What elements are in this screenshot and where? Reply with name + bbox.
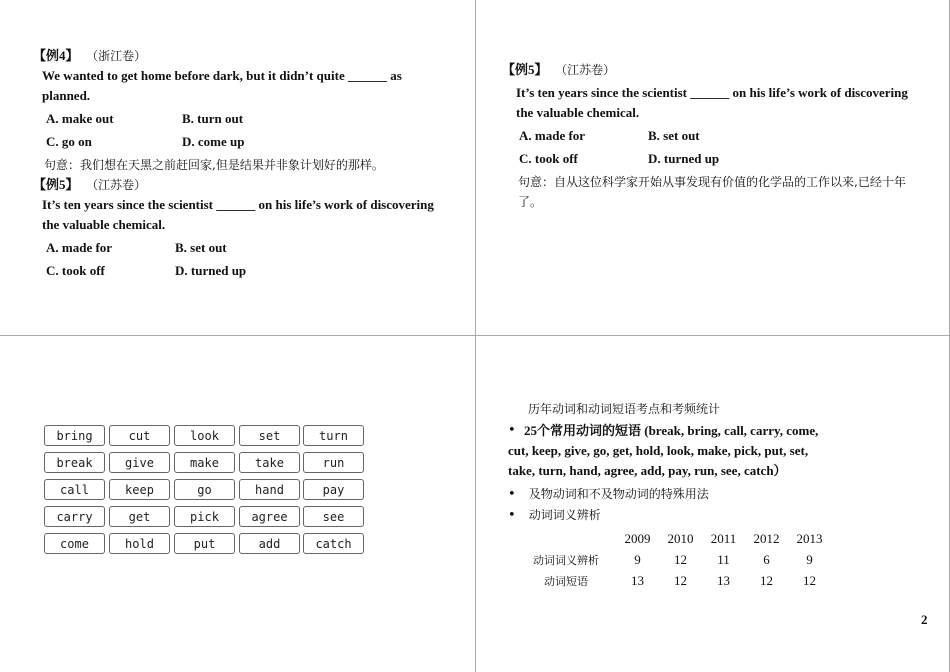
row-label: 动词短语 — [544, 574, 588, 588]
year-header: 2009 — [624, 530, 651, 546]
word-box: call — [44, 479, 105, 500]
table-row — [516, 570, 831, 591]
row-label: 动词词义辨析 — [533, 553, 599, 567]
word-box: take — [239, 452, 300, 473]
word-box: pay — [303, 479, 364, 500]
ex4-option-b: B. turn out — [182, 111, 244, 126]
slide-statistics — [476, 336, 950, 672]
year-header: 2010 — [667, 530, 694, 546]
bullet-3 — [508, 504, 601, 525]
ex5b-question: It’s ten years since the scientist ______ on his life’s work of discovering the valuable chemical. — [516, 85, 908, 120]
ex5-header — [33, 174, 146, 193]
stats-title: 历年动词和动词短语考点和考频统计 — [528, 402, 721, 416]
stats-table — [516, 528, 831, 591]
bullet-3-text: 动词词义辨析 — [528, 508, 601, 522]
ex5-question: It’s ten years since the scientist ______ on his life’s work of discovering the valuable chemical. — [42, 197, 434, 232]
ex5-label: 【例5】 — [33, 177, 79, 192]
word-box: make — [174, 452, 235, 473]
word-box: turn — [303, 425, 364, 446]
ex5-source: （江苏卷） — [86, 178, 147, 192]
ex5b-source: （江苏卷） — [555, 63, 616, 77]
year-header: 2012 — [753, 530, 780, 546]
ex5b-option-c: C. took off — [519, 151, 578, 166]
ex4-option-d: D. come up — [182, 134, 245, 149]
word-box: add — [239, 533, 300, 554]
ex4-option-c: C. go on — [46, 134, 92, 149]
table-cell: 12 — [674, 572, 687, 588]
word-box: go — [174, 479, 235, 500]
word-box: give — [109, 452, 170, 473]
word-box: pick — [174, 506, 235, 527]
bullet-dot: • — [508, 508, 516, 523]
ex5b-option-a: A. made for — [519, 128, 586, 143]
table-header-row — [516, 528, 831, 549]
page-number: 2 — [921, 612, 928, 627]
table-row — [516, 549, 831, 570]
slide-word-grid — [0, 336, 476, 672]
word-box: get — [109, 506, 170, 527]
bullet-1 — [508, 421, 838, 481]
word-box: keep — [109, 479, 170, 500]
word-box: catch — [303, 533, 364, 554]
bullet-1-text: 25个常用动词的短语 (break, bring, call, carry, come, cut, keep, give, go, get, hold, look, make, pick, put, set, take, turn, hand, agree, add, pay, run, see, catch） — [508, 423, 819, 478]
ex5-option-b: B. set out — [175, 240, 227, 255]
ex5-option-a: A. made for — [46, 240, 113, 255]
table-cell: 13 — [717, 572, 730, 588]
table-cell: 12 — [674, 551, 687, 567]
bullet-2-text: 及物动词和不及物动词的特殊用法 — [528, 487, 709, 501]
ex5-option-d: D. turned up — [175, 263, 247, 278]
word-box: see — [303, 506, 364, 527]
word-box: bring — [44, 425, 105, 446]
word-box: hand — [239, 479, 300, 500]
table-cell: 12 — [760, 572, 773, 588]
word-box: cut — [109, 425, 170, 446]
table-cell: 9 — [806, 551, 813, 567]
word-box: come — [44, 533, 105, 554]
ex4-label: 【例4】 — [33, 48, 79, 63]
table-cell: 13 — [631, 572, 644, 588]
table-cell: 9 — [634, 551, 641, 567]
bullet-dot: • — [508, 423, 516, 438]
word-box: break — [44, 452, 105, 473]
word-box: hold — [109, 533, 170, 554]
word-box: look — [174, 425, 235, 446]
ex5b-translation: 句意：自从这位科学家开始从事发现有价值的化学品的工作以来,已经十年了。 — [518, 175, 906, 209]
bullet-dot: • — [508, 487, 516, 502]
bullet-2 — [508, 483, 709, 504]
table-cell: 11 — [717, 551, 730, 567]
ex4-source: （浙江卷） — [86, 49, 147, 63]
table-corner — [516, 528, 616, 549]
ex4-translation: 句意：我们想在天黑之前赶回家,但是结果并非象计划好的那样。 — [44, 158, 384, 172]
ex5-option-c: C. took off — [46, 263, 105, 278]
table-cell: 12 — [803, 572, 816, 588]
year-header: 2013 — [796, 530, 823, 546]
slide-example-4-5 — [0, 0, 476, 336]
ex4-header — [33, 45, 146, 64]
year-header: 2011 — [710, 530, 737, 546]
ex4-option-a: A. make out — [46, 111, 114, 126]
ex5b-label: 【例5】 — [502, 62, 548, 77]
ex5b-option-d: D. turned up — [648, 151, 720, 166]
ex4-question: We wanted to get home before dark, but it didn’t quite ______ as planned. — [42, 68, 402, 103]
word-box: carry — [44, 506, 105, 527]
slide-example-5 — [476, 0, 950, 336]
word-box: put — [174, 533, 235, 554]
word-box: set — [239, 425, 300, 446]
word-box: run — [303, 452, 364, 473]
ex5b-option-b: B. set out — [648, 128, 700, 143]
table-cell: 6 — [763, 551, 770, 567]
word-box: agree — [239, 506, 300, 527]
ex5b-header — [502, 59, 615, 78]
